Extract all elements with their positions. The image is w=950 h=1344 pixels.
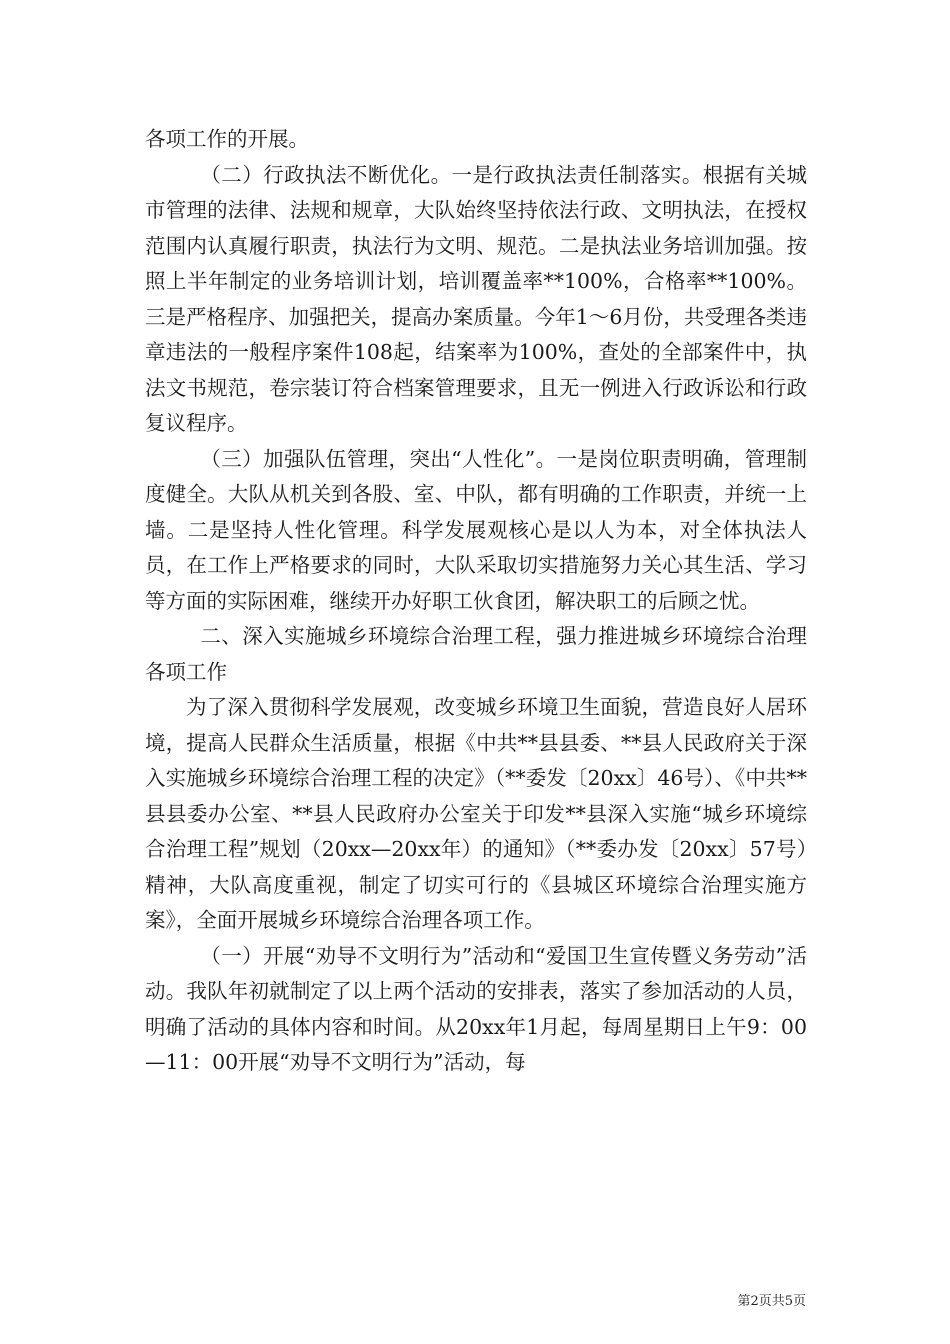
paragraph-environment-intro: 为了深入贯彻科学发展观，改变城乡环境卫生面貌，营造良好人居环境，提高人民群众生活质量，根据《中共**县县委、**县人民政府关于深入实施城乡环境综合治理工程的决定》（**委发〔20xx〕46号）、《中共**县县委办公室、**县人民政府办公室关于印发**县深入实施“城乡环境综合治理工程”规划（20xx—20xx年）的通知》（**委办发〔20xx〕57号）精神，大队高度重视，制定了切实可行的《县城区环境综合治理实施方案》，全面开展城乡环境综合治理各项工作。: [145, 695, 807, 932]
paragraph-activities: （一）开展“劝导不文明行为”活动和“爱国卫生宣传暨义务劳动”活动。我队年初就制定了以上两个活动的安排表，落实了参加活动的人员，明确了活动的具体内容和时间。从20xx年1月起，每周星期日上午9：00—11：00开展“劝导不文明行为”活动，每: [145, 943, 807, 1074]
paragraph-continuation: 各项工作的开展。: [145, 127, 309, 151]
document-body: [145, 122, 807, 1081]
paragraph-team-management: （三）加强队伍管理，突出“人性化”。一是岗位职责明确，管理制度健全。大队从机关到各股、室、中队，都有明确的工作职责，并统一上墙。二是坚持人性化管理。科学发展观核心是以人为本，对全体执法人员，在工作上严格要求的同时，大队采取切实措施努力关心其生活、学习等方面的实际困难，继续开办好职工伙食团，解决职工的后顾之忧。: [145, 446, 807, 613]
page-number: 第2页共5页: [737, 1294, 806, 1309]
paragraph-admin-enforcement: （二）行政执法不断优化。一是行政执法责任制落实。根据有关城市管理的法律、法规和规章，大队始终坚持依法行政、文明执法，在授权范围内认真履行职责，执法行为文明、规范。二是执法业务培训加强。按照上半年制定的业务培训计划，培训覆盖率**100%，合格率**100%。三是严格程序、加强把关，提高办案质量。今年1～6月份，共受理各类违章违法的一般程序案件108起，结案率为100%，查处的全部案件中，执法文书规范，卷宗装订符合档案管理要求，且无一例进入行政诉讼和行政复议程序。: [145, 162, 807, 435]
section-heading-environment: 二、深入实施城乡环境综合治理工程，强力推进城乡环境综合治理各项工作: [145, 624, 807, 684]
